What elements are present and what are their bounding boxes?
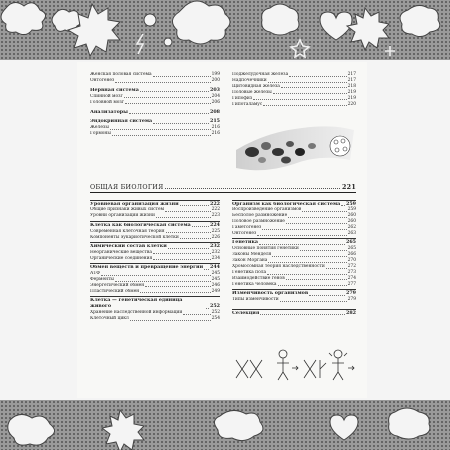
toc-entry-page: 218 [347,83,356,89]
toc-entry-title: Щитовидная железа [232,83,280,89]
toc-entry-title: Онтогенез [90,77,115,83]
toc-leader [101,275,211,276]
toc-leader [326,268,347,269]
toc-entry[interactable] [90,256,220,262]
toc-entry-page: 219 [347,95,356,101]
toc-entry-page: 203 [209,86,220,93]
toc-entry-page: 222 [211,207,220,213]
toc-separator [90,296,220,297]
toc-left-bottom [90,198,220,322]
toc-entry[interactable] [232,282,356,288]
toc-entry-page: 200 [211,77,220,83]
toc-entry-title: Взаимодействие генов [232,275,285,281]
toc-entry-page: 215 [209,118,220,125]
toc-entry-page: 225 [211,228,220,234]
toc-entry[interactable] [232,231,356,237]
toc-gap [232,303,356,307]
toc-leader [262,229,346,230]
toc-entry-title: Селекция [232,310,260,316]
toc-entry-page: 262 [347,225,356,231]
toc-entry-page: 208 [209,108,220,115]
toc-leader [309,295,345,296]
toc-leader [278,285,347,286]
toc-entry-title: Неорганические вещества [90,249,153,255]
toc-leader [183,314,210,315]
toc-entry-title: Изменчивость организмов [232,291,309,297]
toc-entry-title: Спинной мозг [90,93,123,99]
section-heading [90,184,356,193]
toc-leader [166,232,211,233]
toc-entry-page: 277 [347,281,356,287]
toc-entry-title: Основные понятия генетики [232,246,299,252]
toc-entry-title: Ферменты [90,276,114,282]
toc-entry-page: 245 [211,276,220,282]
toc-chapter[interactable] [90,265,220,271]
toc-entry[interactable] [90,213,220,219]
toc-entry-title: Общие признаки живых систем [90,207,165,213]
toc-entry-title: Железы [90,125,109,131]
toc-entry-page: 216 [211,125,220,131]
toc-entry-title: Хранение наследственной информации [90,310,183,315]
toc-entry-title: Онтогенез [232,231,257,237]
toc-entry-title: Половое размножение [232,219,285,225]
toc-leader [129,113,209,114]
toc-entry-title: Энергетический обмен [90,282,145,288]
toc-separator [90,200,220,201]
toc-entry-page: 260 [347,213,356,219]
toc-entry-title: Генетика [232,240,259,246]
toc-entry-title: Компоненты эукариотической клетки [90,234,179,240]
toc-leader [253,99,346,100]
section-title: ОБЩАЯ БИОЛОГИЯ [90,184,164,191]
section-page: 221 [341,184,356,191]
toc-entry-title: Анализаторы [90,109,128,115]
toc-entry-title: Гипофиз [232,95,253,101]
toc-entry-title: Гаметогенез [232,225,262,231]
toc-entry[interactable] [232,102,356,108]
toc-leader [110,129,211,130]
toc-leader [280,301,347,302]
toc-leader [115,281,211,282]
toc-separator [232,289,356,290]
toc-entry-title: Уровни организации жизни [90,213,155,219]
toc-entry-page: 252 [211,310,220,315]
toc-entry-page: 252 [209,303,220,310]
toc-separator [232,309,356,310]
toc-entry-page: 265 [347,246,356,252]
toc-separator [232,238,356,239]
toc-entry-page: 259 [345,200,356,207]
toc-leader [206,308,209,309]
toc-entry-page: 259 [347,207,356,213]
toc-entry-title: Современная клеточная теория [90,228,165,234]
toc-entry-title: Женская половая система [90,72,152,77]
toc-leader [302,211,346,212]
toc-entry-title: Генетика пола [232,269,267,275]
toc-leader [268,82,347,83]
toc-entry-title: Законы Менделя [232,252,272,258]
toc-entry-page: 226 [211,234,220,240]
toc-entry[interactable] [90,235,220,241]
toc-leader [204,269,209,270]
toc-entry-page: 279 [347,297,356,303]
toc-entry-page: 279 [345,290,356,297]
toc-entry-title: АТФ [90,271,100,277]
toc-entry-page: 204 [211,93,220,99]
toc-leader [180,205,209,206]
toc-entry-page: 270 [347,258,356,264]
toc-entry-title: Хромосомная теория наследственности [232,264,325,270]
toc-entry-page: 246 [211,282,220,288]
toc-entry-page: 265 [345,239,356,246]
toc-leader [272,256,346,257]
toc-entry[interactable] [90,289,220,295]
toc-entry-page: 244 [209,264,220,271]
toc-entry-page: 245 [211,271,220,277]
toc-entry-page: 272 [347,264,356,270]
toc-entry-page: 217 [347,77,356,83]
toc-entry-title: Закон Моргана [232,258,268,264]
toc-leader [268,262,346,263]
toc-leader [112,135,211,136]
toc-leader [168,248,209,249]
toc-entry-title: Органические соединения [90,255,153,261]
toc-leader [153,259,210,260]
toc-entry-page: 222 [209,200,220,207]
toc-leader [145,286,210,287]
toc-entry-title: Головной мозг [90,99,125,105]
toc-entry-page: 260 [347,219,356,225]
toc-leader [341,205,345,206]
toc-leader [257,235,346,236]
toc-leader [156,217,211,218]
toc-entry-page: 223 [211,213,220,219]
toc-entry-title: Генетика человека [232,281,277,287]
toc-chapter[interactable] [90,298,220,310]
toc-entry-page: 263 [347,231,356,237]
toc-entry-page: 254 [211,315,220,321]
toc-leader [180,238,211,239]
toc-entry-page: 232 [211,249,220,255]
toc-entry-title: Уровневая организация жизни [90,201,179,207]
toc-leader [140,91,209,92]
toc-entry-title: Клетка — генетическая единица живого [90,298,183,310]
toc-entry-title: Обмен веществ и превращение энергии [90,265,204,271]
toc-leader [153,76,211,77]
toc-leader [125,103,211,104]
toc-entry-page: 220 [347,101,356,107]
toc-entry[interactable] [90,131,220,137]
toc-leader [286,279,347,280]
toc-entry-page: 274 [347,275,356,281]
toc-entry-title: Надпочечники [232,77,267,83]
toc-entry-page: 216 [211,131,220,137]
toc-entry-page: 219 [347,89,356,95]
toc-right-top [232,72,356,107]
toc-left-top [90,72,220,137]
toc-leader [281,87,347,88]
toc-separator [90,221,220,222]
toc-entry-title: Бесполое размножение [232,213,288,219]
toc-leader [289,76,346,77]
toc-separator [232,200,356,201]
toc-leader [286,223,347,224]
toc-right-bottom [232,198,356,316]
toc-separator [90,263,220,264]
toc-leader [153,253,211,254]
toc-leader [273,93,347,94]
toc-entry-title: Эндокринная система [90,119,153,125]
toc-entry-page: 206 [211,99,220,105]
toc-entry-page: 234 [211,255,220,261]
toc-entry-page: 273 [347,269,356,275]
toc-entry-title: Поджелудочная железа [232,72,289,77]
toc-leader [267,274,346,275]
toc-entry-title: Клеточный цикл [90,315,129,321]
toc-leader [130,320,211,321]
toc-entry-page: 282 [345,309,356,316]
toc-leader [300,250,347,251]
toc-entry-page: 249 [211,288,220,294]
toc-leader [263,105,346,106]
toc-entry-page: 199 [211,72,220,77]
toc-entry-title: Пластический обмен [90,288,140,294]
toc-leader [192,226,209,227]
toc-entry-page: 232 [209,242,220,249]
toc-leader [115,82,210,83]
toc-entry-title: Гипоталамус [232,101,263,107]
toc-leader [153,123,209,124]
toc-chapter[interactable] [232,311,356,317]
toc-entry-title: Гормоны [90,131,111,137]
toc-entry-page: 217 [347,72,356,77]
toc-leader [288,217,346,218]
toc-leader [259,244,345,245]
toc-entry-title: Химический состав клетки [90,243,167,249]
toc-entry-title: Воспроизведение организмов [232,207,302,213]
toc-separator [90,242,220,243]
toc-leader [165,211,211,212]
toc-entry-title: Нервная система [90,87,139,93]
toc-leader [124,97,211,98]
toc-entry-title: Половые железы [232,89,272,95]
toc-leader [140,292,210,293]
toc-entry[interactable] [90,316,220,322]
toc-entry-title: Организм как биологическая система [232,201,341,207]
toc-entry-page: 266 [347,252,356,258]
toc-entry-page: 224 [209,221,220,228]
toc-entry-title: Клетка как биологическая система [90,222,191,228]
toc-leader [260,314,345,315]
toc-entry-title: Типы изменчивости [232,297,279,303]
